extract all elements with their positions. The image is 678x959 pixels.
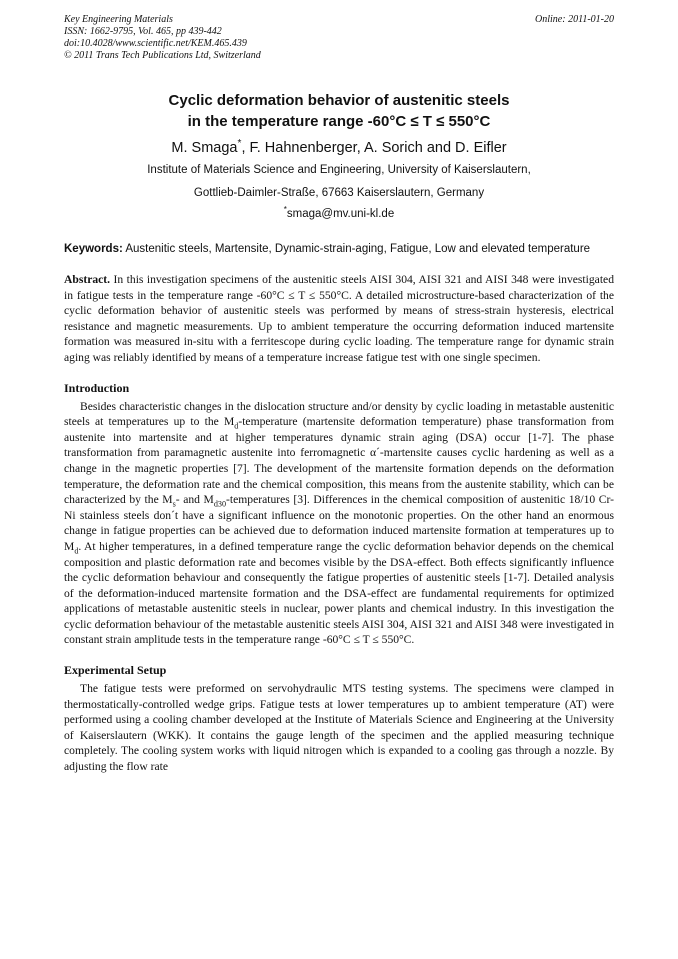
abstract-label: Abstract.: [64, 273, 111, 286]
email-address[interactable]: smaga@mv.uni-kl.de: [286, 208, 395, 220]
corresponding-mark: *: [237, 138, 242, 150]
first-author: M. Smaga: [171, 140, 238, 156]
copyright-line: © 2011 Trans Tech Publications Ltd, Switzerland: [64, 50, 261, 61]
keywords-text: Austenitic steels, Martensite, Dynamic-strain-aging, Fatigue, Low and elevated temperature: [122, 243, 591, 255]
author-list: [64, 138, 614, 158]
intro-text-5: . At higher temperatures, in a defined temperature range the cyclic deformation behavior depends on the chemical composition and plastic deformation rate and becomes visible by the DSA-effect. Both effects significantly influence the cyclic deformation behaviour and consequently the fatigue properties of austenitic steels [1-7]. Detailed analysis of the deformation-induced martensite formation and the DSA-effect are fundamental requirements for optimized applications of metastable austenitic steels in nuclear, power plants and chemical industry. In this investigation the cyclic deformation behaviour of the metastable austenitic steels AISI 304, AISI 321 and AISI 348 were investigated in constant strain amplitude tests in the temperature range -60°C ≤ T ≤ 550°C.: [64, 539, 614, 647]
experimental-paragraph: The fatigue tests were preformed on servohydraulic MTS testing systems. The specimens were clamped in thermostatically-controlled wedge grips. Fatigue tests at lower temperatures up to ambient temperature (AT) were performed using a cooling chamber developed at the Institute of Materials Science and Engineering at the University of Kaiserslautern (WKK). It contains the gauge length of the specimen and the applied measuring technique completely. The cooling system works with liquid nitrogen which is expanded to a cooling gas through a nozzle. By adjusting the flow rate: [64, 682, 614, 774]
email-line: [64, 206, 614, 222]
intro-sub-3: d30: [213, 499, 227, 509]
email-mark: *: [283, 205, 287, 215]
intro-sub-4: d: [74, 546, 79, 556]
keywords-label: Keywords:: [64, 243, 123, 255]
section-heading-experimental-setup: Experimental Setup: [64, 663, 167, 678]
other-authors: , F. Hahnenberger, A. Sorich and D. Eifler: [241, 140, 507, 156]
title-line-1: Cyclic deformation behavior of austenitic steels: [168, 92, 510, 109]
intro-text-2: -temperature (martensite deformation temperature) phase transformation from austenite into martensite and at higher temperatures dynamic strain aging (DSA) occur [1-7]. The phase transformation from paramagnetic austenite into ferromagnetic α´-martensite causes cyclic hardening as well as a change in the magnetic properties [7]. The development of the martensite formation depends on the deformation temperature, the deformation rate and the chemical composition, this means from the austenite stability, which can be characterized by the M: [64, 415, 614, 507]
intro-sub-2: s: [172, 499, 176, 509]
abstract: [64, 272, 614, 366]
doi-line: doi:10.4028/www.scientific.net/KEM.465.439: [64, 38, 247, 49]
online-date: Online: 2011-01-20: [535, 14, 614, 25]
introduction-paragraph: [64, 399, 614, 649]
journal-header: [64, 14, 614, 62]
title-line-2: in the temperature range -60°C ≤ T ≤ 550°C: [187, 113, 491, 130]
intro-sub-1: d: [234, 421, 239, 431]
issn-line: ISSN: 1662-9795, Vol. 465, pp 439-442: [64, 26, 222, 37]
section-heading-introduction: Introduction: [64, 380, 130, 395]
keywords: [64, 242, 614, 256]
intro-text-3: - and M: [175, 493, 214, 507]
intro-text-1: Besides characteristic changes in the dislocation structure and/or density by cyclic loading in metastable austenitic steels at temperatures up to the M: [64, 399, 614, 429]
publication-info: [64, 14, 261, 62]
abstract-text: In this investigation specimens of the austenitic steels AISI 304, AISI 321 and AISI 348 were investigated in fatigue tests in the temperature range -60°C ≤ T ≤ 550°C. A detailed microstructure-based characterization of the cyclic deformation behavior of austenitic steels was performed by means of stress-strain hysteresis, electrical resistance and magnetic measurements. Up to ambient temperature the occurring deformation induced martensite formation was measured in-situ with a ferritescope during cyclic loading. The temperature range for dynamic strain aging was reliably identified by means of a temperature increase fatigue test with one single specimen.: [64, 273, 614, 364]
affiliation-line-2: Gottlieb-Daimler-Straße, 67663 Kaiserslautern, Germany: [193, 187, 485, 199]
intro-text-4: -temperatures [3]. Differences in the chemical composition of austenitic 18/10 Cr-Ni stainless steels don´t have a significant influence on the monotonic properties. On the other hand an enormous change in fatigue properties can be achieved due to deformation induced martensite formation at temperatures up to M: [64, 493, 614, 553]
affiliation-line-1: Institute of Materials Science and Engineering, University of Kaiserslautern,: [147, 164, 531, 176]
paper-title: [64, 90, 614, 132]
journal-name: Key Engineering Materials: [64, 14, 173, 25]
